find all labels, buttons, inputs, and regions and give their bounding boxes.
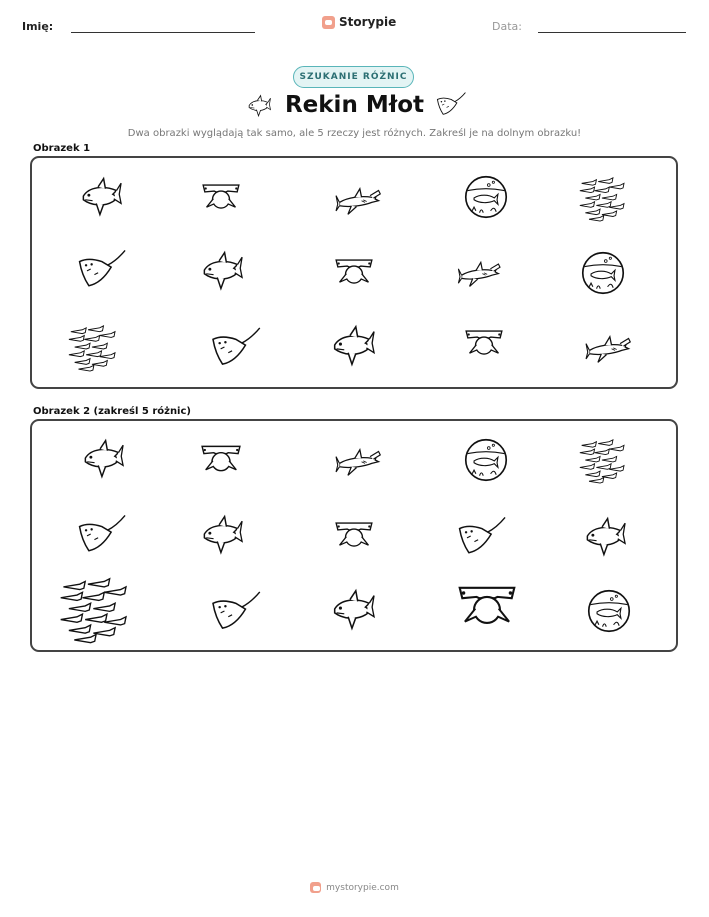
storypie-logo-icon	[322, 16, 335, 29]
hammerhead-side-icon[interactable]	[583, 330, 635, 364]
fishbowl-icon[interactable]	[580, 250, 626, 296]
hammerhead-icon[interactable]	[330, 518, 378, 552]
shark-icon[interactable]	[578, 514, 628, 560]
name-line[interactable]	[71, 32, 255, 33]
hammerhead-side-icon[interactable]	[455, 256, 505, 288]
shark-icon[interactable]	[76, 436, 126, 482]
brand-logo	[322, 15, 396, 29]
hammerhead-icon[interactable]	[196, 441, 246, 477]
instructions: Dwa obrazki wyglądają tak samo, ale 5 rzeczy jest różnych. Zakreśl je na dolnym obrazku!	[127, 128, 582, 139]
footer	[0, 882, 709, 893]
hammerhead-side-icon[interactable]	[333, 182, 385, 216]
shark-icon[interactable]	[326, 322, 376, 370]
shark-icon[interactable]	[195, 512, 245, 558]
shark-icon[interactable]	[195, 248, 245, 294]
fishbowl-icon[interactable]	[463, 174, 509, 220]
brand-name: Storypie	[339, 15, 397, 29]
title-stingray-icon	[434, 91, 466, 117]
hammerhead-icon[interactable]	[449, 580, 525, 632]
date-line[interactable]	[538, 32, 686, 33]
hammerhead-icon[interactable]	[460, 326, 508, 360]
name-label: Imię:	[22, 20, 54, 33]
shark-icon[interactable]	[326, 586, 376, 634]
stingray-icon[interactable]	[74, 513, 126, 555]
shark-school-icon[interactable]	[66, 324, 116, 372]
picture2-label: Obrazek 2 (zakreśl 5 różnic)	[33, 406, 191, 417]
hammerhead-side-icon[interactable]	[333, 443, 385, 477]
hammerhead-icon[interactable]	[330, 255, 378, 289]
shark-school-icon[interactable]	[577, 176, 625, 222]
hammerhead-icon[interactable]	[196, 180, 246, 214]
page-title: Rekin Młot	[284, 92, 425, 118]
date-label: Data:	[492, 20, 522, 33]
shark-icon[interactable]	[74, 174, 124, 220]
footer-url[interactable]: mystorypie.com	[326, 882, 399, 893]
stingray-icon[interactable]	[454, 514, 506, 558]
stingray-icon[interactable]	[207, 590, 261, 632]
stingray-icon[interactable]	[207, 326, 261, 368]
picture1-label: Obrazek 1	[33, 143, 91, 154]
shark-school-icon[interactable]	[56, 576, 128, 644]
stingray-icon[interactable]	[74, 248, 126, 290]
fishbowl-icon[interactable]	[586, 588, 632, 634]
fishbowl-icon[interactable]	[463, 437, 509, 483]
storypie-footer-logo-icon	[310, 882, 321, 893]
shark-school-icon[interactable]	[577, 438, 625, 484]
activity-badge: SZUKANIE RÓŻNIC	[293, 66, 414, 88]
